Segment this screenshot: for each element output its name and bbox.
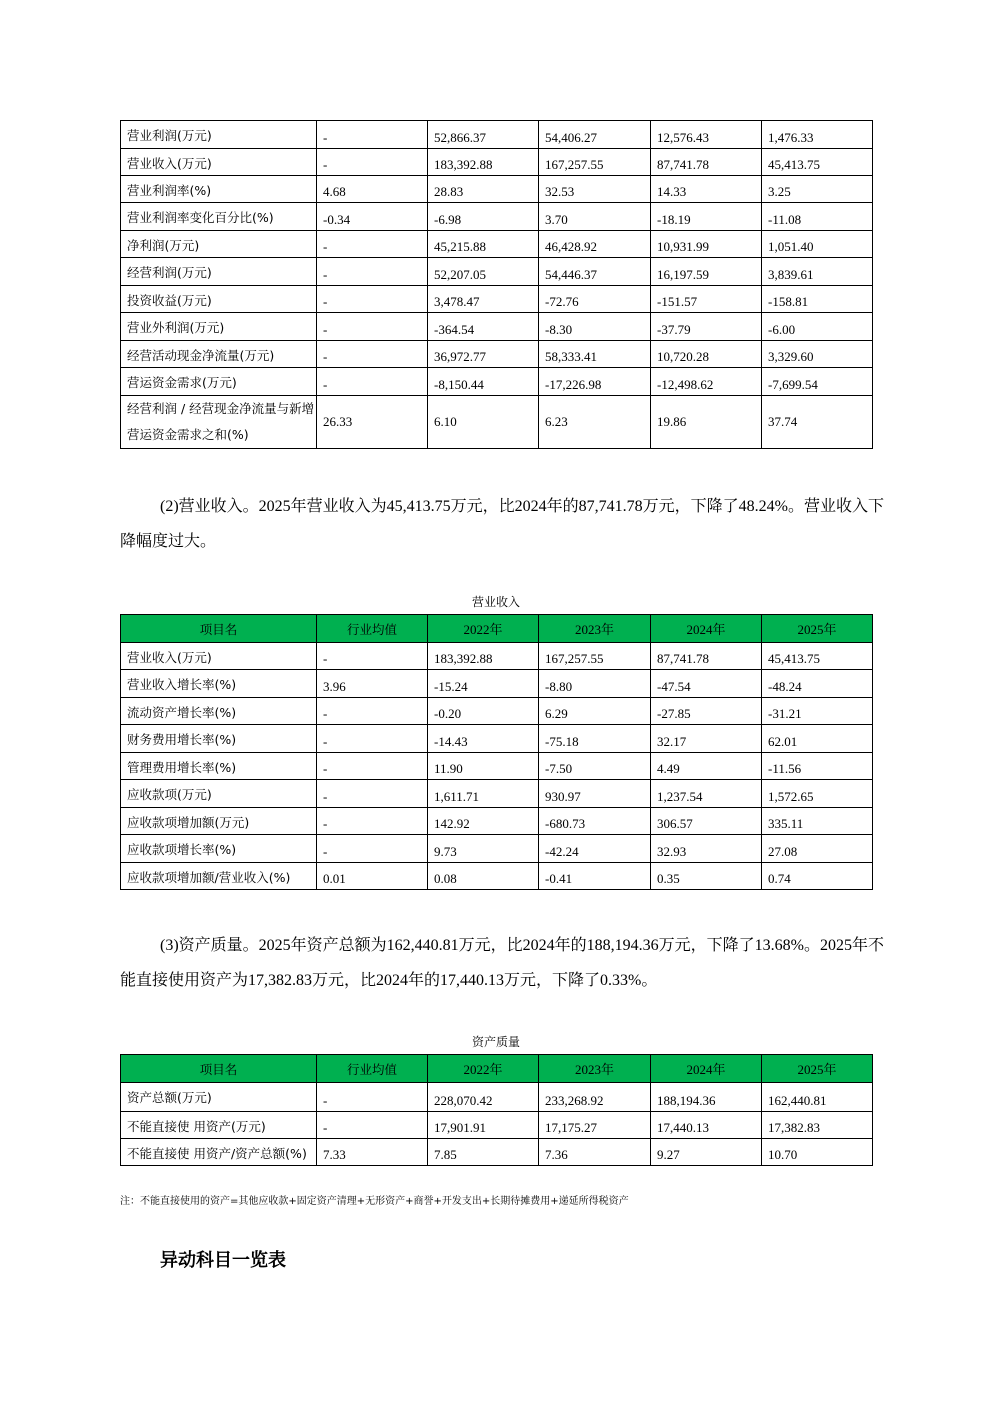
cell: -364.54 — [428, 313, 539, 341]
row-label: 营业收入(万元) — [121, 643, 317, 670]
cell: - — [317, 780, 428, 808]
column-header: 2024年 — [651, 615, 762, 643]
row-label: 经营利润(万元) — [121, 258, 317, 286]
cell: 6.10 — [428, 396, 539, 449]
cell: 17,382.83 — [762, 1112, 873, 1139]
cell: -47.54 — [651, 670, 762, 698]
table-row — [121, 725, 873, 753]
cell: 10.70 — [762, 1139, 873, 1166]
cell: 87,741.78 — [651, 643, 762, 670]
row-label: 投资收益(万元) — [121, 286, 317, 313]
column-header: 2025年 — [762, 1055, 873, 1083]
cell: 4.49 — [651, 753, 762, 780]
cell: 7.85 — [428, 1139, 539, 1166]
cell: 58,333.41 — [539, 341, 651, 368]
row-label: 营业收入(万元) — [121, 149, 317, 176]
cell: -7,699.54 — [762, 368, 873, 396]
cell: 6.29 — [539, 698, 651, 725]
cell: 27.08 — [762, 835, 873, 863]
table-row — [121, 863, 873, 890]
cell: 1,237.54 — [651, 780, 762, 808]
cell: 7.36 — [539, 1139, 651, 1166]
cell: -11.08 — [762, 203, 873, 231]
column-header: 2023年 — [539, 615, 651, 643]
cell: 335.11 — [762, 808, 873, 835]
cell: 17,175.27 — [539, 1112, 651, 1139]
cell: -8,150.44 — [428, 368, 539, 396]
table-row — [121, 258, 873, 286]
row-label: 流动资产增长率(%) — [121, 698, 317, 725]
cell: 36,972.77 — [428, 341, 539, 368]
cell: 52,207.05 — [428, 258, 539, 286]
cell: -27.85 — [651, 698, 762, 725]
cell: 87,741.78 — [651, 149, 762, 176]
cell: 0.35 — [651, 863, 762, 890]
column-header: 项目名 — [121, 615, 317, 643]
cell: 12,576.43 — [651, 121, 762, 149]
row-label: 净利润(万元) — [121, 231, 317, 258]
row-label: 管理费用增长率(%) — [121, 753, 317, 780]
cell: - — [317, 258, 428, 286]
column-header: 行业均值 — [317, 615, 428, 643]
cell: - — [317, 286, 428, 313]
cell: 17,901.91 — [428, 1112, 539, 1139]
cell: 16,197.59 — [651, 258, 762, 286]
cell: -48.24 — [762, 670, 873, 698]
cell: 14.33 — [651, 176, 762, 203]
table-row — [121, 149, 873, 176]
table-row — [121, 670, 873, 698]
cell: 0.01 — [317, 863, 428, 890]
table-row — [121, 780, 873, 808]
cell: 1,611.71 — [428, 780, 539, 808]
cell: -6.98 — [428, 203, 539, 231]
row-label: 营运资金需求(万元) — [121, 368, 317, 396]
row-label: 资产总额(万元) — [121, 1083, 317, 1112]
cell: 167,257.55 — [539, 643, 651, 670]
table-row — [121, 1112, 873, 1139]
cell: - — [317, 1112, 428, 1139]
cell: -0.41 — [539, 863, 651, 890]
row-label: 不能直接使 用资产(万元) — [121, 1112, 317, 1139]
table-caption: 营业收入 — [471, 595, 520, 609]
paragraph-revenue: (2)营业收入。2025年营业收入为45,413.75万元，比2024年的87,741.78万元，下降了48.24%。营业收入下降幅度过大。 — [120, 498, 884, 550]
paragraph-asset-quality: (3)资产质量。2025年资产总额为162,440.81万元，比2024年的188,194.36万元，下降了13.68%。2025年不能直接使用资产为17,382.83万元，比2024年的17,440.13万元，下降了0.33%。 — [120, 937, 884, 989]
column-header: 2022年 — [428, 1055, 539, 1083]
cell: -42.24 — [539, 835, 651, 863]
cell: -14.43 — [428, 725, 539, 753]
cell: 10,720.28 — [651, 341, 762, 368]
table-caption: 资产质量 — [471, 1035, 520, 1049]
row-label: 营业利润率变化百分比(%) — [121, 203, 317, 231]
cell: 54,446.37 — [539, 258, 651, 286]
cell: 3.25 — [762, 176, 873, 203]
cell: 26.33 — [317, 396, 428, 449]
cell: 1,476.33 — [762, 121, 873, 149]
cell: 4.68 — [317, 176, 428, 203]
cell: -75.18 — [539, 725, 651, 753]
row-label: 营业收入增长率(%) — [121, 670, 317, 698]
cell: - — [317, 1083, 428, 1112]
table-row — [121, 231, 873, 258]
cell: 0.08 — [428, 863, 539, 890]
cell: -8.30 — [539, 313, 651, 341]
column-header: 行业均值 — [317, 1055, 428, 1083]
cell: 930.97 — [539, 780, 651, 808]
table-row — [121, 808, 873, 835]
cell: -0.34 — [317, 203, 428, 231]
cell: - — [317, 368, 428, 396]
row-label: 经营活动现金净流量(万元) — [121, 341, 317, 368]
cell: -17,226.98 — [539, 368, 651, 396]
column-header: 项目名 — [121, 1055, 317, 1083]
cell: 306.57 — [651, 808, 762, 835]
row-label: 应收款项增加额/营业收入(%) — [121, 863, 317, 890]
table-row — [121, 1083, 873, 1112]
column-header: 2022年 — [428, 615, 539, 643]
cell: - — [317, 725, 428, 753]
row-label: 应收款项(万元) — [121, 780, 317, 808]
cell: - — [317, 808, 428, 835]
cell: 6.23 — [539, 396, 651, 449]
cell: 3,478.47 — [428, 286, 539, 313]
row-label: 营业利润(万元) — [121, 121, 317, 149]
table-row — [121, 698, 873, 725]
cell: -15.24 — [428, 670, 539, 698]
table-header-row — [121, 1055, 873, 1083]
cell: 54,406.27 — [539, 121, 651, 149]
cell: 11.90 — [428, 753, 539, 780]
column-header: 2024年 — [651, 1055, 762, 1083]
cell: 1,051.40 — [762, 231, 873, 258]
cell: - — [317, 753, 428, 780]
cell: -37.79 — [651, 313, 762, 341]
table-row — [121, 286, 873, 313]
cell: 45,413.75 — [762, 643, 873, 670]
cell: - — [317, 149, 428, 176]
column-header: 2025年 — [762, 615, 873, 643]
row-label: 营业利润率(%) — [121, 176, 317, 203]
cell: 1,572.65 — [762, 780, 873, 808]
cell: 162,440.81 — [762, 1083, 873, 1112]
table-header-row — [121, 615, 873, 643]
table-row — [121, 368, 873, 396]
cell: - — [317, 121, 428, 149]
cell: 10,931.99 — [651, 231, 762, 258]
cell: - — [317, 231, 428, 258]
cell: - — [317, 698, 428, 725]
cell: 37.74 — [762, 396, 873, 449]
cell: - — [317, 643, 428, 670]
cell: -11.56 — [762, 753, 873, 780]
profit-table — [120, 120, 873, 449]
cell: 183,392.88 — [428, 643, 539, 670]
cell: 142.92 — [428, 808, 539, 835]
cell: -158.81 — [762, 286, 873, 313]
table-row — [121, 313, 873, 341]
footnote: 注：不能直接使用的资产=其他应收款+固定资产清理+无形资产+商誉+开发支出+长期待摊费用+递延所得税资产 — [120, 1196, 629, 1207]
cell: 32.53 — [539, 176, 651, 203]
asset-quality-table — [120, 1054, 873, 1166]
cell: 183,392.88 — [428, 149, 539, 176]
row-label: 不能直接使 用资产/资产总额(%) — [121, 1139, 317, 1166]
cell: - — [317, 835, 428, 863]
cell: 32.17 — [651, 725, 762, 753]
cell: 9.27 — [651, 1139, 762, 1166]
row-label: 应收款项增加额(万元) — [121, 808, 317, 835]
table-row — [121, 176, 873, 203]
cell: 3.96 — [317, 670, 428, 698]
row-label: 财务费用增长率(%) — [121, 725, 317, 753]
cell: -7.50 — [539, 753, 651, 780]
cell: 3,839.61 — [762, 258, 873, 286]
cell: - — [317, 313, 428, 341]
cell: 3.70 — [539, 203, 651, 231]
column-header: 2023年 — [539, 1055, 651, 1083]
table-row — [121, 203, 873, 231]
cell: 28.83 — [428, 176, 539, 203]
table-row — [121, 341, 873, 368]
cell: 45,215.88 — [428, 231, 539, 258]
cell: 7.33 — [317, 1139, 428, 1166]
cell: -151.57 — [651, 286, 762, 313]
row-label: 经营利润 / 经营现金净流量与新增营运资金需求之和(%) — [121, 396, 317, 449]
cell: -72.76 — [539, 286, 651, 313]
cell: -12,498.62 — [651, 368, 762, 396]
cell: 167,257.55 — [539, 149, 651, 176]
table-row — [121, 396, 873, 449]
cell: -8.80 — [539, 670, 651, 698]
cell: 188,194.36 — [651, 1083, 762, 1112]
cell: 19.86 — [651, 396, 762, 449]
cell: 17,440.13 — [651, 1112, 762, 1139]
row-label: 营业外利润(万元) — [121, 313, 317, 341]
cell: 9.73 — [428, 835, 539, 863]
cell: -0.20 — [428, 698, 539, 725]
cell: -31.21 — [762, 698, 873, 725]
table-row — [121, 121, 873, 149]
cell: 32.93 — [651, 835, 762, 863]
revenue-table — [120, 614, 873, 890]
cell: 0.74 — [762, 863, 873, 890]
cell: 46,428.92 — [539, 231, 651, 258]
cell: -680.73 — [539, 808, 651, 835]
cell: 62.01 — [762, 725, 873, 753]
cell: -18.19 — [651, 203, 762, 231]
cell: 45,413.75 — [762, 149, 873, 176]
row-label: 应收款项增长率(%) — [121, 835, 317, 863]
cell: 52,866.37 — [428, 121, 539, 149]
cell: 233,268.92 — [539, 1083, 651, 1112]
table-row — [121, 1139, 873, 1166]
cell: -6.00 — [762, 313, 873, 341]
cell: - — [317, 341, 428, 368]
cell: 3,329.60 — [762, 341, 873, 368]
table-row — [121, 643, 873, 670]
section-heading: 异动科目一览表 — [160, 1250, 286, 1271]
table-row — [121, 753, 873, 780]
cell: 228,070.42 — [428, 1083, 539, 1112]
table-row — [121, 835, 873, 863]
